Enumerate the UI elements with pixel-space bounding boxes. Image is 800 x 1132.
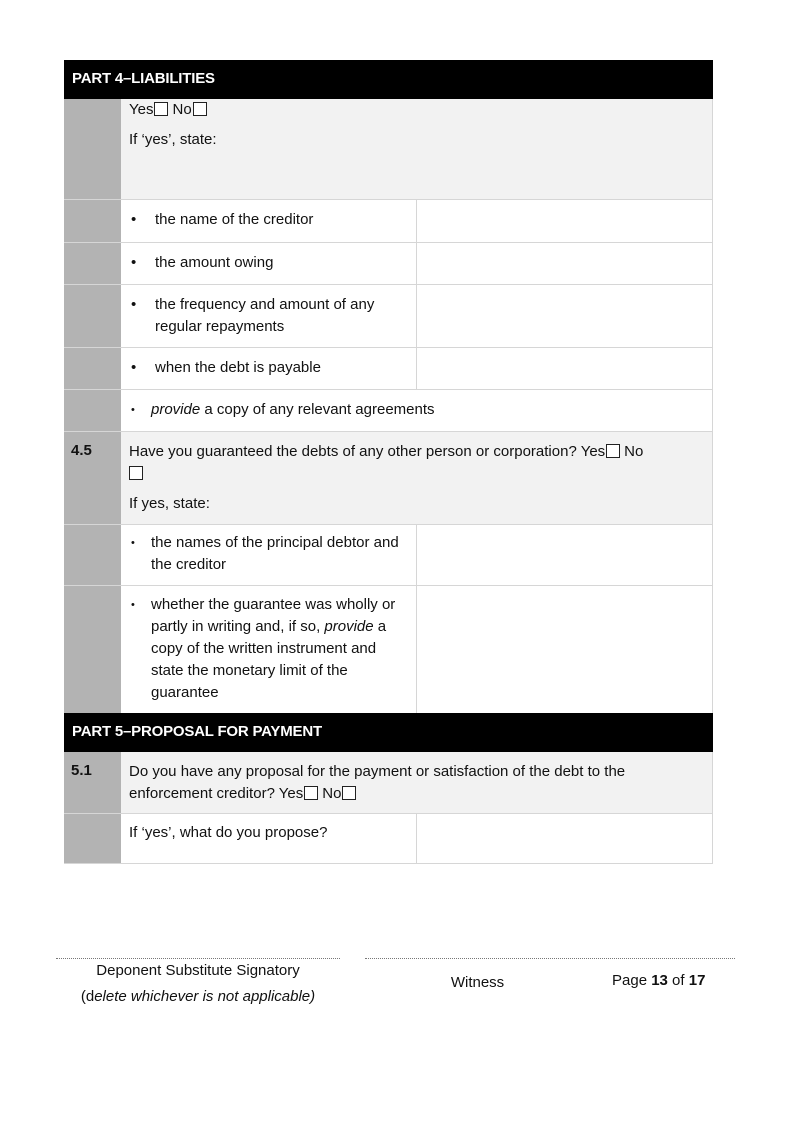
liability-question (121, 243, 417, 284)
liability-row-frequency (64, 285, 713, 348)
no-checkbox[interactable] (193, 102, 207, 116)
row-number-cell (64, 285, 121, 347)
yes-checkbox[interactable] (304, 786, 318, 800)
part5-section (64, 713, 713, 864)
yes-checkbox[interactable] (606, 444, 620, 458)
question-number: 4.5 (64, 432, 121, 524)
guarantee-item-text: the names of the principal debtor and the creditor (151, 534, 399, 573)
bullet-icon: • (131, 359, 137, 376)
guarantee-question (121, 525, 417, 585)
principal-debtor-answer[interactable] (417, 525, 713, 585)
liability-item-text: the name of the creditor (155, 211, 314, 228)
debt-payable-answer[interactable] (417, 348, 713, 389)
delete-note-prefix: (d (80, 988, 95, 1005)
liability-question (121, 200, 417, 242)
guarantee-question (121, 586, 417, 713)
row-number-cell (64, 525, 121, 585)
bullet-icon: • (131, 537, 135, 549)
row-number-cell (64, 99, 121, 199)
question-5-1-row (64, 752, 713, 814)
if-yes-label: If yes, state: (129, 495, 210, 512)
no-checkbox[interactable] (129, 466, 143, 480)
liability-question (121, 348, 417, 389)
provide-rest-text: a copy of any relevant agreements (200, 401, 435, 418)
page-total: 17 (688, 972, 706, 989)
row-number-cell (64, 390, 121, 431)
yes-checkbox[interactable] (154, 102, 168, 116)
bullet-icon: • (131, 211, 137, 228)
liability-row-creditor (64, 200, 713, 243)
guarantee-row-debtor (64, 525, 713, 586)
liability-question (121, 285, 417, 347)
amount-owing-answer[interactable] (417, 243, 713, 284)
row-number-cell (64, 243, 121, 284)
deponent-signature-block (56, 958, 340, 1010)
question-4-5-cell (121, 432, 713, 524)
question-5-1-text: Do you have any proposal for the payment or satisfaction of the debt to the enforcement creditor? Yes (129, 763, 626, 802)
creditor-name-answer[interactable] (417, 200, 713, 242)
row-number-cell (64, 814, 121, 863)
yes-label: Yes (129, 101, 154, 118)
delete-note-italic: elete whichever is not applicable) (94, 988, 316, 1005)
question-4-5-text: Have you guaranteed the debts of any other person or corporation? Yes (129, 443, 606, 460)
no-label: No (624, 443, 644, 460)
witness-label: Witness (450, 974, 505, 991)
part4-intro-cell (121, 99, 713, 199)
bullet-icon: • (131, 404, 135, 416)
provide-agreements-item (121, 390, 713, 431)
proposal-answer[interactable] (417, 814, 713, 863)
provide-italic: provide (151, 401, 201, 418)
row-number-cell (64, 586, 121, 713)
row-number-cell (64, 200, 121, 242)
bullet-icon: • (131, 599, 135, 611)
repayments-answer[interactable] (417, 285, 713, 347)
liability-item-text: the amount owing (155, 254, 274, 271)
no-label: No (322, 785, 342, 802)
row-number-cell (64, 348, 121, 389)
guarantee-text-2: a copy of the written instrument and state the monetary limit of the guarantee (151, 618, 387, 701)
liability-row-payable (64, 348, 713, 390)
guarantee-provide-italic: provide (324, 618, 374, 635)
page-of: of (667, 972, 689, 989)
bullet-icon: • (131, 254, 137, 271)
guarantee-row-writing (64, 586, 713, 714)
if-yes-label: If ‘yes’, state: (129, 131, 217, 148)
guarantee-writing-answer[interactable] (417, 586, 713, 713)
part4-header: PART 4–LIABILITIES (64, 60, 713, 99)
proposal-question: If ‘yes’, what do you propose? (121, 814, 417, 863)
delete-note (56, 984, 340, 1010)
bullet-icon: • (131, 296, 137, 313)
guarantee-text-1: whether the guarantee was wholly or partly in writing and, if so, (151, 596, 396, 635)
liability-item-text: when the debt is payable (155, 359, 321, 376)
proposal-row (64, 814, 713, 864)
liability-row-amount (64, 243, 713, 285)
witness-signature-line (365, 958, 735, 959)
question-number: 5.1 (64, 752, 121, 813)
liability-item-text: the frequency and amount of any regular repayments (155, 296, 375, 335)
no-checkbox[interactable] (342, 786, 356, 800)
part5-header: PART 5–PROPOSAL FOR PAYMENT (64, 713, 713, 752)
liability-row-agreements (64, 390, 713, 432)
question-5-1-cell (121, 752, 713, 813)
page-current: 13 (651, 972, 668, 989)
page-prefix: Page (612, 972, 652, 989)
part4-section (64, 60, 713, 714)
page-number (612, 972, 705, 989)
part4-intro-row (64, 99, 713, 200)
no-label: No (172, 101, 192, 118)
question-4-5-row (64, 432, 713, 525)
deponent-label: Deponent Substitute Signatory (96, 962, 300, 979)
